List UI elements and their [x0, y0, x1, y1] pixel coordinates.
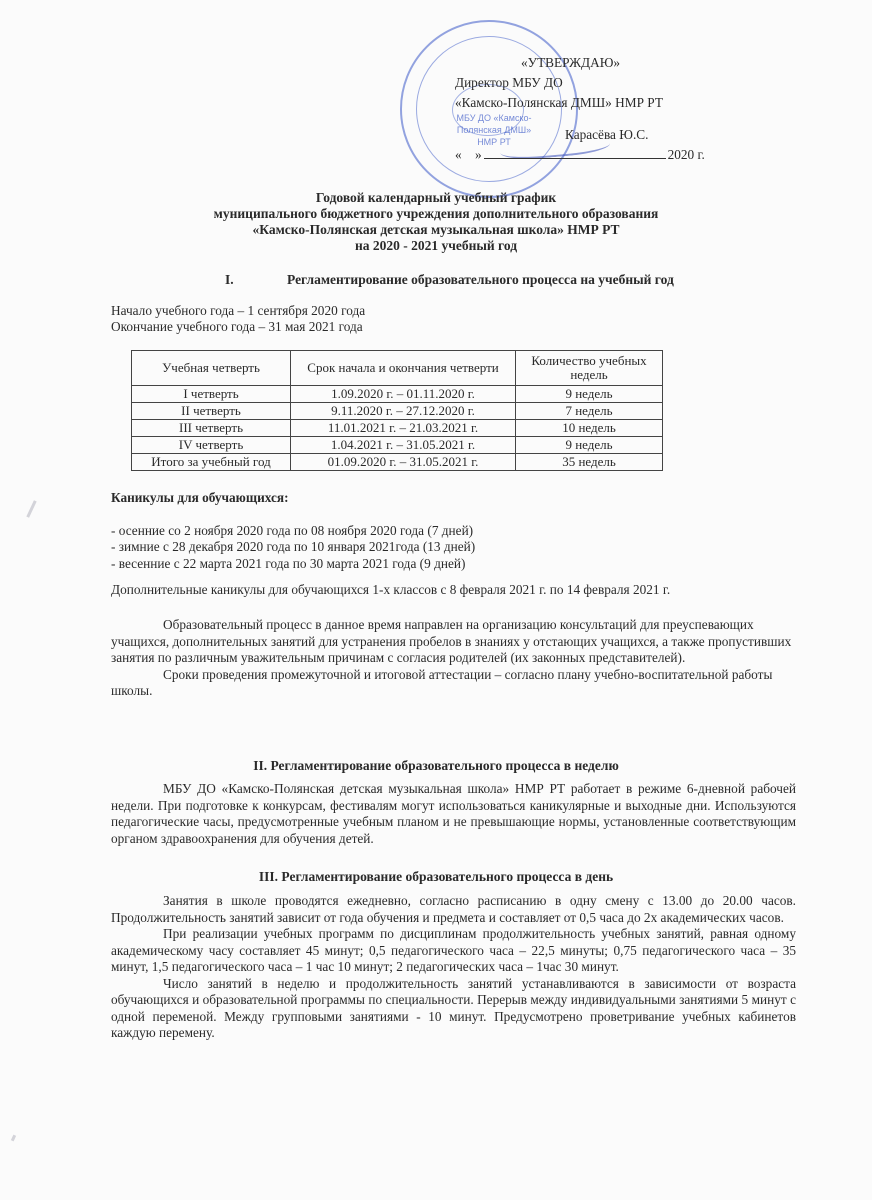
section-1-heading [225, 272, 674, 288]
date-blank-line [484, 158, 666, 159]
cell-period: 1.04.2021 г. – 31.05.2021 г. [291, 437, 516, 454]
cell-weeks: 9 недель [516, 386, 663, 403]
paragraph: Сроки проведения промежуточной и итоговой аттестации – согласно плану учебно-воспитательной работы школы. [111, 666, 773, 698]
section-3-heading: III. Регламентирование образовательного процесса в день [258, 869, 614, 884]
paragraph: При реализации учебных программ по дисциплинам продолжительность учебных занятий, равная одному академическому часу составляет 45 минут; 0,5 педагогического часа – 22,5 минуты; 0,75 педагогического часа – 35 минут, 1,5 педагогического часа – 1 час 10 минут; 2 педагогических часа – 1час 30 минут. [111, 926, 796, 974]
date-quote-close: » [474, 147, 482, 162]
date-year: 2020 г. [667, 147, 705, 162]
school-year-start: Начало учебного года – 1 сентября 2020 года [111, 303, 366, 318]
cell-quarter: Итого за учебный год [132, 454, 291, 471]
section-2-heading: II. Регламентирование образовательного процесса в неделю [253, 758, 619, 773]
cell-quarter: IV четверть [132, 437, 291, 454]
approval-block [455, 53, 705, 165]
section-1-title: Регламентирование образовательного процесса на учебный год [287, 272, 674, 287]
paragraph: Образовательный процесс в данное время направлен на организацию консультаций для преуспевающих учащихся, дополнительных занятий для устранения пробелов в знаниях у отстающих учащихся, а также пропустивших занятия по различным уважительным причинам с согласия родителей (их законных представителей). [111, 617, 792, 665]
cell-weeks: 9 недель [516, 437, 663, 454]
title-line-4: на 2020 - 2021 учебный год [354, 238, 518, 253]
section-1-number: I. [225, 272, 234, 287]
table-row [132, 386, 663, 403]
holidays-heading: Каникулы для обучающихся: [111, 490, 289, 505]
school-year-end: Окончание учебного года – 31 мая 2021 года [111, 319, 363, 334]
approval-position: Директор МБУ ДО [455, 75, 563, 90]
cell-period: 01.09.2020 г. – 31.05.2021 г. [291, 454, 516, 471]
extra-holidays: Дополнительные каникулы для обучающихся 1-х классов с 8 февраля 2021 г. по 14 февраля 2021 г. [111, 582, 671, 597]
cell-weeks: 10 недель [516, 420, 663, 437]
section-1-paragraphs [111, 617, 796, 700]
holiday-spring: - весенние с 22 марта 2021 года по 30 марта 2021 года (9 дней) [111, 555, 466, 571]
header-period: Срок начала и окончания четверти [291, 351, 516, 386]
paragraph: МБУ ДО «Камско-Полянская детская музыкальная школа» НМР РТ работает в режиме 6-дневной рабочей недели. При подготовке к конкурсам, фестивалям могут использоваться каникулярные и выходные дни. Используются педагогические часы, предусмотренные учебным планом и не превышающие нормы, установленные соответствующим органом здравоохранения для обучения детей. [111, 781, 796, 846]
school-year-dates [111, 303, 365, 335]
holiday-autumn: - осенние со 2 ноября 2020 года по 08 ноября 2020 года (7 дней) [111, 522, 474, 538]
section-3-paragraphs [111, 893, 796, 1042]
approval-heading: «УТВЕРЖДАЮ» [521, 55, 621, 70]
table-header-row [132, 351, 663, 386]
paragraph: Занятия в школе проводятся ежедневно, согласно расписанию в одну смену с 13.00 до 20.00 часов. Продолжительность занятий зависит от года обучения и предмета и составляет от 0,5 часа до 2х академических часов. [111, 893, 796, 925]
cell-quarter: II четверть [132, 403, 291, 420]
approval-date-line [455, 145, 705, 165]
cell-period: 9.11.2020 г. – 27.12.2020 г. [291, 403, 516, 420]
table-row [132, 437, 663, 454]
cell-period: 1.09.2020 г. – 01.11.2020 г. [291, 386, 516, 403]
date-quote-open: « [455, 147, 462, 162]
header-quarter: Учебная четверть [132, 351, 291, 386]
scan-artifact [11, 1135, 16, 1142]
cell-period: 11.01.2021 г. – 21.03.2021 г. [291, 420, 516, 437]
title-line-1: Годовой календарный учебный график [315, 190, 557, 205]
approval-signatory: Карасёва Ю.С. [565, 127, 649, 142]
table-row [132, 403, 663, 420]
cell-weeks: 7 недель [516, 403, 663, 420]
paragraph: Число занятий в неделю и продолжительность занятий устанавливаются в зависимости от возраста обучающихся и образовательной программы по специальности. Перерыв между индивидуальными занятиями 5 минут с одной переменой. Между групповыми занятиями - 10 минут. Предусмотрено проветривание учебных кабинетов каждую перемену. [111, 975, 796, 1040]
stamp-text: МБУ ДО «Камско-Полянская ДМШ» НМР РТ [456, 113, 532, 147]
scan-artifact [26, 500, 36, 518]
header-weeks: Количество учебных недель [516, 351, 663, 386]
cell-quarter: I четверть [132, 386, 291, 403]
quarters-table [131, 350, 663, 471]
document-title [0, 190, 872, 254]
section-2-paragraphs [111, 781, 796, 847]
cell-quarter: III четверть [132, 420, 291, 437]
holiday-winter: - зимние с 28 декабря 2020 года по 10 января 2021года (13 дней) [111, 539, 476, 554]
holidays-block [111, 490, 475, 572]
table-total-row [132, 454, 663, 471]
title-line-2: муниципального бюджетного учреждения дополнительного образования [213, 206, 659, 221]
table-row [132, 420, 663, 437]
cell-weeks: 35 недель [516, 454, 663, 471]
title-line-3: «Камско-Полянская детская музыкальная школа» НМР РТ [252, 222, 620, 237]
approval-organization: «Камско-Полянская ДМШ» НМР РТ [455, 95, 663, 110]
